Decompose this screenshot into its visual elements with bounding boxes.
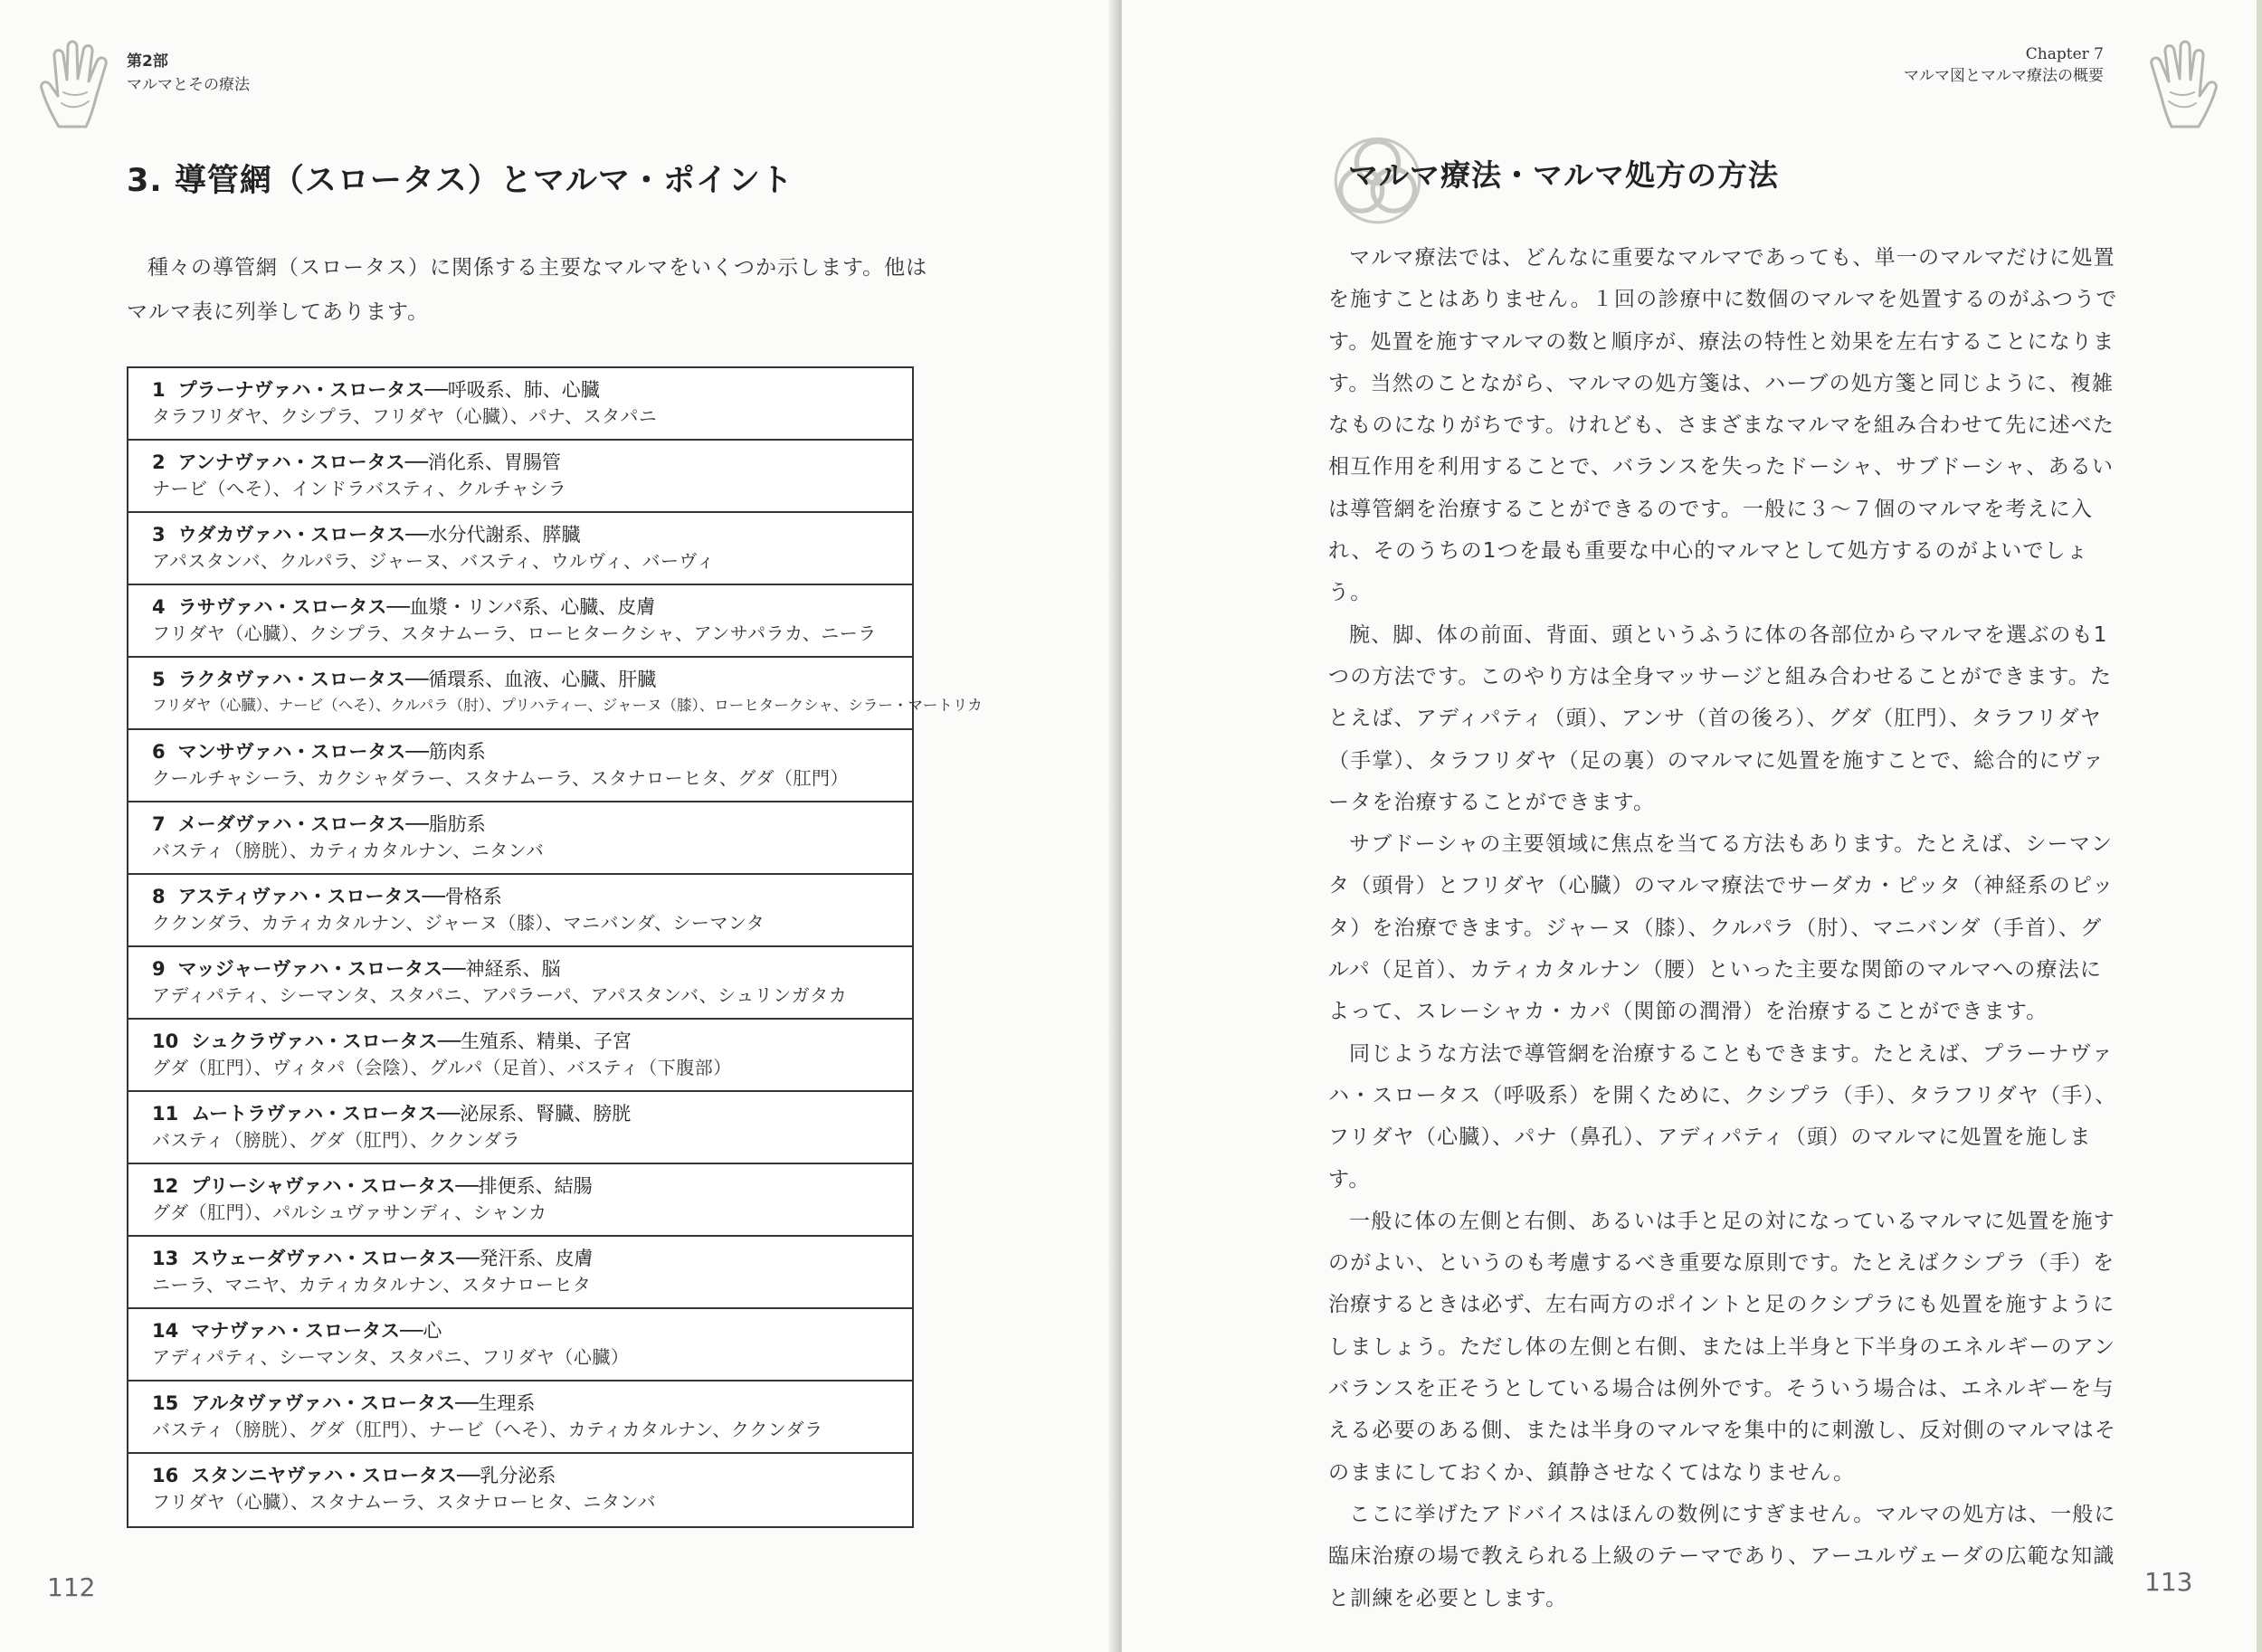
srotas-title [152, 884, 912, 909]
part-label: 第2部 [127, 52, 168, 71]
srotas-system: ──筋肉系 [405, 741, 486, 763]
running-header-left [127, 50, 250, 97]
srotas-system: ──循環系、血液、心臓、肝臓 [405, 669, 657, 690]
srotas-number: 5 [152, 669, 166, 690]
body-paragraph: マルマ療法では、どんなに重要なマルマであっても、単一のマルマだけに処置を施すことはありません。１回の診療中に数個のマルマを処置するのがふつうです。処置を施すマルマの数と順序が、療法の特性と効果を左右することになります。当然のことながら、マルマの処方箋は、ハーブの処方箋と同じように、複雑なものになりがちです。けれども、さまざまなマルマを組み合わせて先に述べた相互作用を利用することで、バランスを失ったドーシャ、サブドーシャ、あるいは導管網を治療することができるのです。一般に３～７個のマルマを考えに入れ、そのうちの1つを最も重要な中心的マルマとして処方するのがよいでしょう。 [1328, 246, 2118, 605]
chapter-title: マルマ図とマルマ療法の概要 [1904, 67, 2104, 85]
srotas-row [128, 658, 983, 730]
srotas-system: ──脂肪系 [405, 813, 486, 835]
srotas-row [128, 513, 912, 585]
srotas-marmas: グダ（肛門）、ヴィタパ（会陰）、グルパ（足首）、バスティ（下腹部） [152, 1057, 732, 1078]
page-edge [2257, 0, 2262, 1652]
srotas-name: アンナヴァハ・スロータス [177, 451, 405, 473]
srotas-name: ラクタヴァハ・スロータス [177, 669, 405, 690]
srotas-title [152, 667, 912, 692]
part-title: マルマとその療法 [127, 76, 250, 94]
srotas-system: ──排便系、結腸 [455, 1175, 593, 1197]
srotas-title [152, 812, 912, 837]
srotas-name: シュクラヴァハ・スロータス [191, 1030, 438, 1052]
body-paragraph: 一般に体の左側と右側、あるいは手と足の対になっているマルマに処置を施すのがよい、というのも考慮するべき重要な原則です。たとえばクシプラ（手）を治療するときは必ず、左右両方のポイントと足のクシプラにも処置を施すようにしましょう。ただし体の左側と右側、または上半身と下半身のエネルギーのアンバランスを正そうとしている場合は例外です。そういう場合は、エネルギーを与える必要のある側、または半身のマルマを集中的に刺激し、反対側のマルマはそのままにしておくか、鎮静させなくてはなりません。 [1328, 1209, 2117, 1485]
srotas-number: 15 [152, 1392, 179, 1414]
srotas-title [152, 377, 912, 403]
srotas-title [152, 1101, 912, 1126]
srotas-name: アルタヴァヴァハ・スロータス [191, 1392, 456, 1414]
chapter-label: Chapter 7 [2025, 45, 2104, 63]
srotas-title [152, 1246, 912, 1271]
srotas-name: マッジャーヴァハ・スロータス [177, 958, 443, 980]
body-paragraph: 同じような方法で導管網を治療することもできます。たとえば、プラーナヴァハ・スロータス（呼吸系）を開くために、クシプラ（手）、タラフリダヤ（手）、フリダヤ（心臓）、パナ（鼻孔）、アディパティ（頭）のマルマに処置を施します。 [1328, 1041, 2117, 1192]
srotas-marmas: バスティ（膀胱）、カティカタルナン、ニタンバ [152, 840, 545, 861]
srotas-system: ──生殖系、精巣、子宮 [437, 1030, 632, 1052]
srotas-title [152, 594, 912, 620]
hand-icon [36, 36, 118, 131]
srotas-number: 7 [152, 813, 166, 835]
srotas-name: マンサヴァハ・スロータス [177, 741, 406, 763]
srotas-number: 12 [152, 1175, 179, 1197]
body-text [1328, 237, 2120, 1619]
srotas-title [152, 956, 912, 982]
srotas-name: プリーシャヴァハ・スロータス [191, 1175, 456, 1197]
srotas-marmas: バスティ（膀胱）、グダ（肛門）、ククンダラ [152, 1129, 521, 1151]
srotas-system: ──神経系、脳 [442, 958, 561, 980]
body-paragraph: 腕、脚、体の前面、背面、頭というふうに体の各部位からマルマを選ぶのも1つの方法です。このやり方は全身マッサージと組み合わせることができます。たとえば、アディパティ（頭）、アンサ（首の後ろ）、グダ（肛門）、タラフリダヤ（手掌）、タラフリダヤ（足の裏）のマルマに処置を施すことで、総合的にヴァータを治療することができます。 [1328, 622, 2113, 814]
srotas-row [128, 875, 912, 947]
srotas-marmas: ククンダラ、カティカタルナン、ジャーヌ（膝）、マニバンダ、シーマンタ [152, 912, 765, 934]
srotas-name: ムートラヴァハ・スロータス [191, 1103, 437, 1125]
srotas-system: ──泌尿系、腎臓、膀胱 [436, 1103, 632, 1125]
intro-paragraph: 種々の導管網（スロータス）に関係する主要なマルマをいくつか示します。他はマルマ表に列挙してあります。 [127, 256, 928, 324]
srotas-name: マナヴァハ・スロータス [191, 1320, 401, 1342]
srotas-title [152, 1391, 912, 1416]
srotas-row [128, 1092, 912, 1164]
srotas-number: 6 [152, 741, 166, 763]
srotas-row [128, 585, 912, 658]
srotas-row [128, 441, 912, 513]
srotas-marmas: グダ（肛門）、パルシュヴァサンディ、シャンカ [152, 1201, 547, 1223]
section-heading: 3. 導管網（スロータス）とマルマ・ポイント [127, 163, 794, 199]
srotas-marmas: アパスタンバ、クルパラ、ジャーヌ、バスティ、ウルヴィ、バーヴィ [152, 550, 716, 572]
srotas-marmas: アディパティ、シーマンタ、スタパニ、アパラーパ、アパスタンバ、シュリンガタカ [152, 984, 848, 1006]
section-heading-right: マルマ療法・マルマ処方の方法 [1348, 157, 1779, 193]
srotas-name: プラーナヴァハ・スロータス [177, 379, 425, 401]
srotas-number: 2 [152, 451, 166, 473]
srotas-name: スウェーダヴァハ・スロータス [191, 1248, 457, 1269]
srotas-system: ──血漿・リンパ系、心臓、皮膚 [386, 596, 656, 618]
body-paragraph: サブドーシャの主要領域に焦点を当てる方法もあります。たとえば、シーマンタ（頭骨）とフリダヤ（心臓）のマルマ療法でサーダカ・ピッタ（神経系のピッタ）を治療できます。ジャーヌ（膝）、クルパラ（肘）、マニバンダ（手首）、グルパ（足首）、カティカタルナン（腰）といった主要な関節のマルマへの療法によって、スレーシャカ・カパ（関節の潤滑）を治療することができます。 [1328, 832, 2115, 1024]
srotas-number: 4 [152, 596, 166, 618]
srotas-row [128, 1381, 912, 1454]
srotas-system: ──発汗系、皮膚 [456, 1248, 594, 1269]
srotas-row [128, 1237, 912, 1309]
srotas-system: ──生理系 [455, 1392, 536, 1414]
page-number-right: 113 [2144, 1567, 2193, 1597]
srotas-number: 1 [152, 379, 166, 401]
srotas-marmas: フリダヤ（心臓）、スタナムーラ、スタナローヒタ、ニタンバ [152, 1491, 656, 1513]
srotas-row [128, 1020, 912, 1092]
srotas-title [152, 450, 912, 475]
srotas-name: メーダヴァハ・スロータス [177, 813, 406, 835]
srotas-number: 11 [152, 1103, 179, 1125]
srotas-number: 13 [152, 1248, 179, 1269]
srotas-name: ラサヴァハ・スロータス [177, 596, 387, 618]
srotas-number: 8 [152, 886, 166, 907]
srotas-number: 14 [152, 1320, 179, 1342]
srotas-system: ──水分代謝系、膵臓 [405, 524, 581, 546]
left-page [0, 0, 1122, 1652]
srotas-title [152, 1318, 912, 1343]
srotas-number: 10 [152, 1030, 179, 1052]
srotas-row [128, 947, 912, 1020]
srotas-system: ──乳分泌系 [457, 1465, 556, 1486]
srotas-table [127, 366, 983, 1528]
srotas-system: ──消化系、胃腸管 [404, 451, 561, 473]
srotas-name: スタンニヤヴァハ・スロータス [191, 1465, 458, 1486]
srotas-marmas: タラフリダヤ、クシプラ、フリダヤ（心臓）、パナ、スタパニ [152, 405, 658, 427]
srotas-system: ──呼吸系、肺、心臓 [424, 379, 600, 401]
running-header-right [1904, 43, 2104, 87]
srotas-number: 9 [152, 958, 166, 980]
srotas-title [152, 522, 912, 547]
srotas-name: アスティヴァハ・スロータス [177, 886, 423, 907]
srotas-marmas: アディパティ、シーマンタ、スタパニ、フリダヤ（心臓） [152, 1346, 630, 1368]
srotas-title [152, 1463, 912, 1488]
srotas-number: 3 [152, 524, 166, 546]
srotas-title [152, 1029, 912, 1054]
srotas-marmas: ニーラ、マニヤ、カティカタルナン、スタナローヒタ [152, 1274, 592, 1296]
hand-icon [2140, 36, 2221, 131]
srotas-marmas: フリダヤ（心臓）、クシプラ、スタナムーラ、ローヒタークシャ、アンサパラカ、ニーラ [152, 622, 877, 644]
srotas-row [128, 1164, 912, 1237]
srotas-system: ──骨格系 [422, 886, 502, 907]
srotas-marmas: バスティ（膀胱）、グダ（肛門）、ナービ（へそ）、カティカタルナン、ククンダラ [152, 1419, 823, 1440]
srotas-row [128, 368, 912, 441]
srotas-title [152, 739, 912, 764]
srotas-row [128, 1454, 912, 1526]
srotas-row [128, 1309, 912, 1381]
srotas-system: ──心 [400, 1320, 442, 1342]
srotas-name: ウダカヴァハ・スロータス [177, 524, 406, 546]
srotas-marmas: ナービ（へそ）、インドラバスティ、クルチャシラ [152, 478, 567, 499]
srotas-marmas: フリダヤ（心臓）、ナービ（へそ）、クルパラ（肘）、プリハティー、ジャーヌ（膝）、ローヒタークシャ、シラー・マートリカ [152, 697, 983, 714]
page-number-left: 112 [47, 1572, 96, 1602]
srotas-row [128, 802, 912, 875]
srotas-row [128, 730, 912, 802]
body-paragraph: ここに挙げたアドバイスはほんの数例にすぎません。マルマの処方は、一般に臨床治療の場で教えられる上級のテーマであり、アーユルヴェーダの広範な知識と訓練を必要とします。 [1328, 1502, 2116, 1610]
srotas-marmas: クールチャシーラ、カクシャダラー、スタナムーラ、スタナローヒタ、グダ（肛門） [152, 767, 849, 789]
srotas-title [152, 1173, 912, 1199]
srotas-number: 16 [152, 1465, 179, 1486]
